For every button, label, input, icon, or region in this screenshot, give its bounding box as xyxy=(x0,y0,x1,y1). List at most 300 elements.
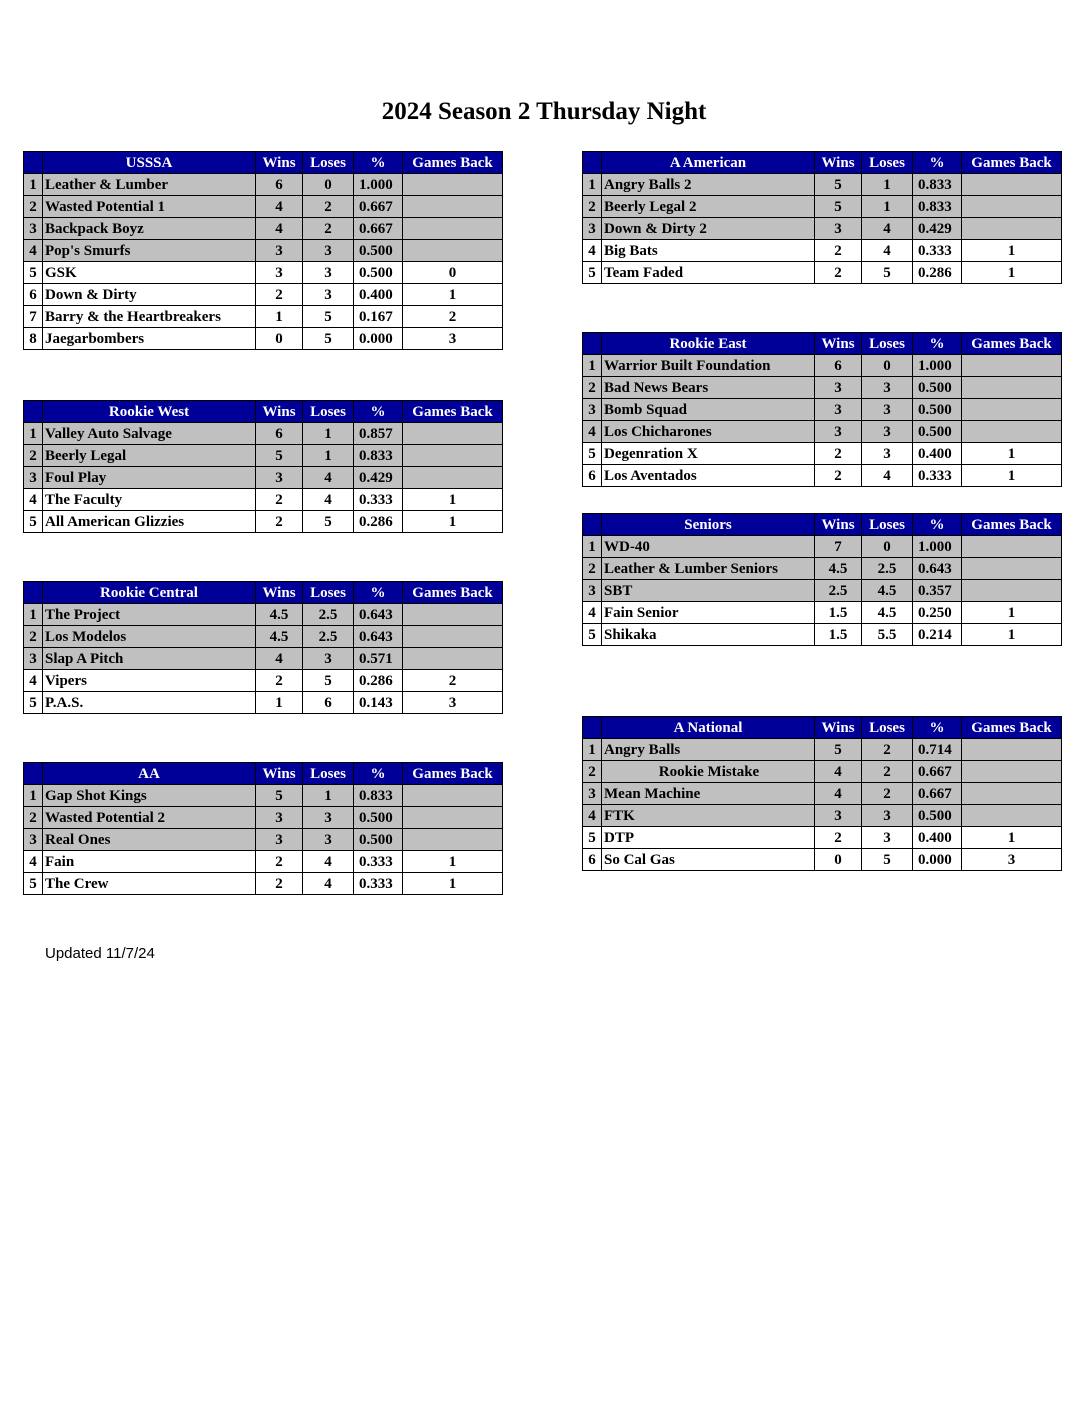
table-header-row xyxy=(24,401,503,423)
games-back-cell xyxy=(962,377,1062,399)
table-row xyxy=(583,196,1062,218)
loses-cell: 2.5 xyxy=(303,626,354,648)
table-row xyxy=(24,423,503,445)
team-name-cell: GSK xyxy=(43,262,256,284)
rank-cell: 8 xyxy=(24,328,43,350)
wins-cell: 6 xyxy=(256,423,303,445)
table-header-row xyxy=(24,152,503,174)
rank-cell: 4 xyxy=(583,805,602,827)
table-row xyxy=(583,240,1062,262)
rank-cell: 1 xyxy=(24,604,43,626)
games-back-cell: 1 xyxy=(403,511,503,533)
pct-cell: 0.250 xyxy=(913,602,962,624)
wins-cell: 1 xyxy=(256,306,303,328)
rank-cell: 1 xyxy=(583,355,602,377)
loses-cell: 2 xyxy=(303,196,354,218)
pct-cell: 0.400 xyxy=(354,284,403,306)
rank-cell: 3 xyxy=(24,467,43,489)
table-row xyxy=(24,174,503,196)
rank-cell: 3 xyxy=(583,218,602,240)
pct-cell: 0.714 xyxy=(913,739,962,761)
rank-cell: 5 xyxy=(24,692,43,714)
loses-cell: 3 xyxy=(862,377,913,399)
table-row xyxy=(24,829,503,851)
games-back-cell: 1 xyxy=(962,262,1062,284)
pct-cell: 0.333 xyxy=(913,240,962,262)
rank-cell: 1 xyxy=(583,174,602,196)
wins-cell: 2 xyxy=(256,670,303,692)
pct-cell: 0.500 xyxy=(354,240,403,262)
games-back-header: Games Back xyxy=(403,763,503,785)
table-row xyxy=(583,262,1062,284)
pct-cell: 1.000 xyxy=(913,536,962,558)
loses-cell: 0 xyxy=(862,355,913,377)
table-row xyxy=(583,174,1062,196)
games-back-cell: 1 xyxy=(403,873,503,895)
rank-cell: 2 xyxy=(24,626,43,648)
team-name-cell: FTK xyxy=(602,805,815,827)
team-name-cell: WD-40 xyxy=(602,536,815,558)
team-name-cell: Fain xyxy=(43,851,256,873)
table-row xyxy=(24,489,503,511)
header-rank-cell xyxy=(24,763,43,785)
pct-cell: 0.286 xyxy=(354,670,403,692)
table-row xyxy=(583,218,1062,240)
table-header-row xyxy=(583,333,1062,355)
loses-cell: 4 xyxy=(303,489,354,511)
wins-header: Wins xyxy=(815,333,862,355)
team-name-cell: Mean Machine xyxy=(602,783,815,805)
wins-cell: 4 xyxy=(256,648,303,670)
team-name-cell: Rookie Mistake xyxy=(602,761,815,783)
table-row xyxy=(24,851,503,873)
table-row xyxy=(583,399,1062,421)
pct-cell: 0.400 xyxy=(913,827,962,849)
table-row xyxy=(24,218,503,240)
loses-cell: 3 xyxy=(862,805,913,827)
pct-cell: 0.143 xyxy=(354,692,403,714)
team-name-cell: DTP xyxy=(602,827,815,849)
games-back-cell xyxy=(962,783,1062,805)
table-row xyxy=(24,785,503,807)
loses-cell: 4 xyxy=(303,467,354,489)
rank-cell: 4 xyxy=(24,489,43,511)
rank-cell: 3 xyxy=(583,580,602,602)
pct-cell: 0.500 xyxy=(913,421,962,443)
pct-cell: 0.167 xyxy=(354,306,403,328)
division-table-usssa xyxy=(23,151,503,350)
rank-cell: 4 xyxy=(583,421,602,443)
games-back-cell: 1 xyxy=(962,465,1062,487)
wins-cell: 2 xyxy=(815,262,862,284)
wins-cell: 4.5 xyxy=(256,604,303,626)
team-name-cell: Foul Play xyxy=(43,467,256,489)
wins-cell: 1.5 xyxy=(815,624,862,646)
loses-cell: 4.5 xyxy=(862,580,913,602)
wins-cell: 3 xyxy=(256,829,303,851)
games-back-cell xyxy=(962,558,1062,580)
loses-cell: 3 xyxy=(303,240,354,262)
wins-cell: 3 xyxy=(256,262,303,284)
wins-cell: 3 xyxy=(815,805,862,827)
rank-cell: 5 xyxy=(583,624,602,646)
pct-cell: 0.400 xyxy=(913,443,962,465)
division-table-rookie-west xyxy=(23,400,503,533)
games-back-cell xyxy=(962,355,1062,377)
team-name-cell: Slap A Pitch xyxy=(43,648,256,670)
games-back-cell xyxy=(403,174,503,196)
rank-cell: 3 xyxy=(583,399,602,421)
loses-header: Loses xyxy=(303,763,354,785)
division-table-rookie-east xyxy=(582,332,1062,487)
wins-cell: 5 xyxy=(256,785,303,807)
table-header-row xyxy=(583,152,1062,174)
games-back-cell xyxy=(962,421,1062,443)
loses-cell: 4.5 xyxy=(862,602,913,624)
games-back-cell: 1 xyxy=(962,624,1062,646)
pct-cell: 0.833 xyxy=(354,445,403,467)
rank-cell: 1 xyxy=(24,785,43,807)
wins-cell: 0 xyxy=(256,328,303,350)
loses-cell: 5 xyxy=(303,670,354,692)
rank-cell: 5 xyxy=(24,511,43,533)
pct-header: % xyxy=(354,763,403,785)
games-back-cell xyxy=(403,467,503,489)
team-name-cell: Down & Dirty 2 xyxy=(602,218,815,240)
team-name-cell: Jaegarbombers xyxy=(43,328,256,350)
pct-cell: 0.667 xyxy=(354,196,403,218)
division-table-aa xyxy=(23,762,503,895)
games-back-cell: 1 xyxy=(962,602,1062,624)
pct-cell: 0.333 xyxy=(354,489,403,511)
team-name-cell: The Project xyxy=(43,604,256,626)
wins-cell: 2 xyxy=(256,284,303,306)
games-back-cell: 2 xyxy=(403,670,503,692)
rank-cell: 3 xyxy=(24,218,43,240)
rank-cell: 5 xyxy=(24,262,43,284)
table-row xyxy=(583,355,1062,377)
games-back-cell xyxy=(962,174,1062,196)
table-header-row xyxy=(24,763,503,785)
wins-cell: 2.5 xyxy=(815,580,862,602)
table-row xyxy=(24,626,503,648)
table-row xyxy=(583,580,1062,602)
table-row xyxy=(24,692,503,714)
wins-header: Wins xyxy=(815,152,862,174)
table-row xyxy=(24,196,503,218)
table-row xyxy=(583,761,1062,783)
loses-header: Loses xyxy=(862,152,913,174)
wins-cell: 6 xyxy=(815,355,862,377)
loses-cell: 0 xyxy=(303,174,354,196)
team-name-cell: Shikaka xyxy=(602,624,815,646)
pct-cell: 0.286 xyxy=(913,262,962,284)
games-back-cell xyxy=(403,604,503,626)
pct-cell: 0.500 xyxy=(354,262,403,284)
team-name-cell: Leather & Lumber xyxy=(43,174,256,196)
games-back-cell: 1 xyxy=(403,489,503,511)
rank-cell: 2 xyxy=(24,196,43,218)
pct-cell: 0.214 xyxy=(913,624,962,646)
loses-cell: 5 xyxy=(303,511,354,533)
team-name-cell: Bomb Squad xyxy=(602,399,815,421)
wins-cell: 0 xyxy=(815,849,862,871)
table-row xyxy=(24,284,503,306)
team-name-cell: Valley Auto Salvage xyxy=(43,423,256,445)
page-title: 2024 Season 2 Thursday Night xyxy=(381,98,707,125)
games-back-cell xyxy=(962,196,1062,218)
loses-cell: 3 xyxy=(303,648,354,670)
team-name-cell: Team Faded xyxy=(602,262,815,284)
loses-cell: 4 xyxy=(303,873,354,895)
table-row xyxy=(24,604,503,626)
games-back-cell xyxy=(962,399,1062,421)
loses-cell: 3 xyxy=(303,262,354,284)
team-name-cell: Down & Dirty xyxy=(43,284,256,306)
table-row xyxy=(24,511,503,533)
team-name-cell: P.A.S. xyxy=(43,692,256,714)
pct-cell: 1.000 xyxy=(354,174,403,196)
header-rank-cell xyxy=(583,152,602,174)
team-name-cell: All American Glizzies xyxy=(43,511,256,533)
pct-cell: 0.500 xyxy=(354,829,403,851)
team-name-cell: Big Bats xyxy=(602,240,815,262)
games-back-cell xyxy=(962,761,1062,783)
wins-cell: 3 xyxy=(815,399,862,421)
pct-cell: 0.667 xyxy=(913,761,962,783)
games-back-cell xyxy=(403,445,503,467)
wins-cell: 2 xyxy=(815,240,862,262)
games-back-cell xyxy=(403,218,503,240)
table-row xyxy=(583,558,1062,580)
team-name-cell: Angry Balls xyxy=(602,739,815,761)
team-name-cell: The Faculty xyxy=(43,489,256,511)
loses-header: Loses xyxy=(303,152,354,174)
pct-cell: 0.333 xyxy=(354,873,403,895)
loses-cell: 2 xyxy=(303,218,354,240)
wins-cell: 2 xyxy=(815,443,862,465)
division-table-seniors xyxy=(582,513,1062,646)
rank-cell: 4 xyxy=(24,851,43,873)
loses-cell: 5 xyxy=(303,328,354,350)
table-row xyxy=(24,328,503,350)
pct-cell: 0.667 xyxy=(913,783,962,805)
wins-cell: 3 xyxy=(256,467,303,489)
games-back-cell xyxy=(403,648,503,670)
table-row xyxy=(583,783,1062,805)
table-row xyxy=(583,624,1062,646)
games-back-header: Games Back xyxy=(962,717,1062,739)
wins-cell: 2 xyxy=(256,489,303,511)
table-row xyxy=(583,421,1062,443)
team-name-cell: Backpack Boyz xyxy=(43,218,256,240)
wins-cell: 4 xyxy=(256,196,303,218)
loses-cell: 3 xyxy=(862,421,913,443)
pct-cell: 0.667 xyxy=(354,218,403,240)
games-back-header: Games Back xyxy=(962,333,1062,355)
wins-cell: 1.5 xyxy=(815,602,862,624)
games-back-cell xyxy=(962,805,1062,827)
rank-cell: 5 xyxy=(583,443,602,465)
team-name-cell: Warrior Built Foundation xyxy=(602,355,815,377)
team-name-cell: The Crew xyxy=(43,873,256,895)
wins-header: Wins xyxy=(256,152,303,174)
games-back-cell xyxy=(403,829,503,851)
rank-cell: 1 xyxy=(583,536,602,558)
wins-cell: 2 xyxy=(815,465,862,487)
team-name-cell: Los Chicharones xyxy=(602,421,815,443)
loses-cell: 1 xyxy=(303,445,354,467)
table-row xyxy=(583,465,1062,487)
loses-cell: 3 xyxy=(303,829,354,851)
team-name-cell: Bad News Bears xyxy=(602,377,815,399)
loses-cell: 3 xyxy=(862,399,913,421)
wins-cell: 3 xyxy=(815,421,862,443)
team-name-cell: Wasted Potential 1 xyxy=(43,196,256,218)
wins-cell: 3 xyxy=(815,377,862,399)
games-back-header: Games Back xyxy=(403,582,503,604)
loses-header: Loses xyxy=(303,401,354,423)
team-name-cell: Degenration X xyxy=(602,443,815,465)
wins-cell: 3 xyxy=(256,240,303,262)
rank-cell: 6 xyxy=(583,465,602,487)
games-back-cell xyxy=(403,807,503,829)
pct-cell: 0.357 xyxy=(913,580,962,602)
table-row xyxy=(24,670,503,692)
table-row xyxy=(583,602,1062,624)
loses-cell: 2 xyxy=(862,739,913,761)
wins-cell: 4 xyxy=(256,218,303,240)
rank-cell: 1 xyxy=(24,423,43,445)
wins-cell: 7 xyxy=(815,536,862,558)
rank-cell: 4 xyxy=(24,240,43,262)
rank-cell: 4 xyxy=(583,602,602,624)
team-name-cell: Real Ones xyxy=(43,829,256,851)
rank-cell: 2 xyxy=(583,377,602,399)
division-table-a-national xyxy=(582,716,1062,871)
table-row xyxy=(583,377,1062,399)
team-name-cell: Beerly Legal 2 xyxy=(602,196,815,218)
division-table-rookie-central xyxy=(23,581,503,714)
wins-header: Wins xyxy=(256,763,303,785)
updated-date: Updated 11/7/24 xyxy=(45,945,155,962)
table-row xyxy=(24,807,503,829)
pct-cell: 0.429 xyxy=(913,218,962,240)
team-name-cell: Vipers xyxy=(43,670,256,692)
rank-cell: 2 xyxy=(583,196,602,218)
table-header-row xyxy=(24,582,503,604)
table-row xyxy=(24,873,503,895)
loses-cell: 4 xyxy=(303,851,354,873)
table-header-row xyxy=(583,514,1062,536)
wins-cell: 4 xyxy=(815,783,862,805)
wins-cell: 5 xyxy=(815,739,862,761)
wins-cell: 3 xyxy=(815,218,862,240)
games-back-cell: 1 xyxy=(403,851,503,873)
team-name-cell: Los Modelos xyxy=(43,626,256,648)
table-row xyxy=(24,262,503,284)
loses-cell: 3 xyxy=(862,443,913,465)
wins-cell: 5 xyxy=(815,174,862,196)
rank-cell: 6 xyxy=(24,284,43,306)
loses-cell: 1 xyxy=(303,785,354,807)
table-row xyxy=(583,536,1062,558)
header-rank-cell xyxy=(583,717,602,739)
games-back-cell: 1 xyxy=(962,443,1062,465)
pct-cell: 0.500 xyxy=(913,399,962,421)
wins-cell: 4.5 xyxy=(256,626,303,648)
games-back-cell: 3 xyxy=(962,849,1062,871)
loses-cell: 2 xyxy=(862,761,913,783)
games-back-header: Games Back xyxy=(962,514,1062,536)
pct-cell: 0.500 xyxy=(354,807,403,829)
pct-cell: 0.500 xyxy=(913,377,962,399)
wins-cell: 2 xyxy=(256,511,303,533)
loses-cell: 6 xyxy=(303,692,354,714)
loses-cell: 5 xyxy=(862,262,913,284)
team-name-cell: SBT xyxy=(602,580,815,602)
team-name-cell: Leather & Lumber Seniors xyxy=(602,558,815,580)
rank-cell: 2 xyxy=(583,761,602,783)
loses-cell: 3 xyxy=(862,827,913,849)
division-name: A National xyxy=(602,717,815,739)
rank-cell: 5 xyxy=(583,262,602,284)
pct-cell: 0.857 xyxy=(354,423,403,445)
pct-cell: 0.833 xyxy=(354,785,403,807)
games-back-cell: 2 xyxy=(403,306,503,328)
pct-cell: 1.000 xyxy=(913,355,962,377)
pct-header: % xyxy=(913,152,962,174)
pct-header: % xyxy=(913,514,962,536)
games-back-cell: 1 xyxy=(962,240,1062,262)
header-rank-cell xyxy=(24,152,43,174)
division-table-a-american xyxy=(582,151,1062,284)
team-name-cell: Pop's Smurfs xyxy=(43,240,256,262)
games-back-cell: 1 xyxy=(403,284,503,306)
loses-header: Loses xyxy=(862,717,913,739)
pct-cell: 0.000 xyxy=(354,328,403,350)
table-row xyxy=(583,849,1062,871)
team-name-cell: Fain Senior xyxy=(602,602,815,624)
loses-cell: 2.5 xyxy=(303,604,354,626)
games-back-cell xyxy=(403,196,503,218)
games-back-cell xyxy=(962,739,1062,761)
loses-cell: 2.5 xyxy=(862,558,913,580)
pct-header: % xyxy=(354,401,403,423)
table-row xyxy=(583,739,1062,761)
team-name-cell: Wasted Potential 2 xyxy=(43,807,256,829)
wins-header: Wins xyxy=(815,717,862,739)
pct-cell: 0.833 xyxy=(913,174,962,196)
table-row xyxy=(24,306,503,328)
header-rank-cell xyxy=(583,333,602,355)
pct-cell: 0.333 xyxy=(913,465,962,487)
team-name-cell: Los Aventados xyxy=(602,465,815,487)
loses-cell: 1 xyxy=(303,423,354,445)
wins-header: Wins xyxy=(256,582,303,604)
team-name-cell: Angry Balls 2 xyxy=(602,174,815,196)
wins-cell: 5 xyxy=(256,445,303,467)
games-back-header: Games Back xyxy=(403,401,503,423)
loses-cell: 5.5 xyxy=(862,624,913,646)
pct-cell: 0.333 xyxy=(354,851,403,873)
table-row xyxy=(24,467,503,489)
pct-cell: 0.500 xyxy=(913,805,962,827)
pct-cell: 0.429 xyxy=(354,467,403,489)
table-row xyxy=(24,445,503,467)
games-back-cell: 3 xyxy=(403,328,503,350)
loses-cell: 1 xyxy=(862,174,913,196)
